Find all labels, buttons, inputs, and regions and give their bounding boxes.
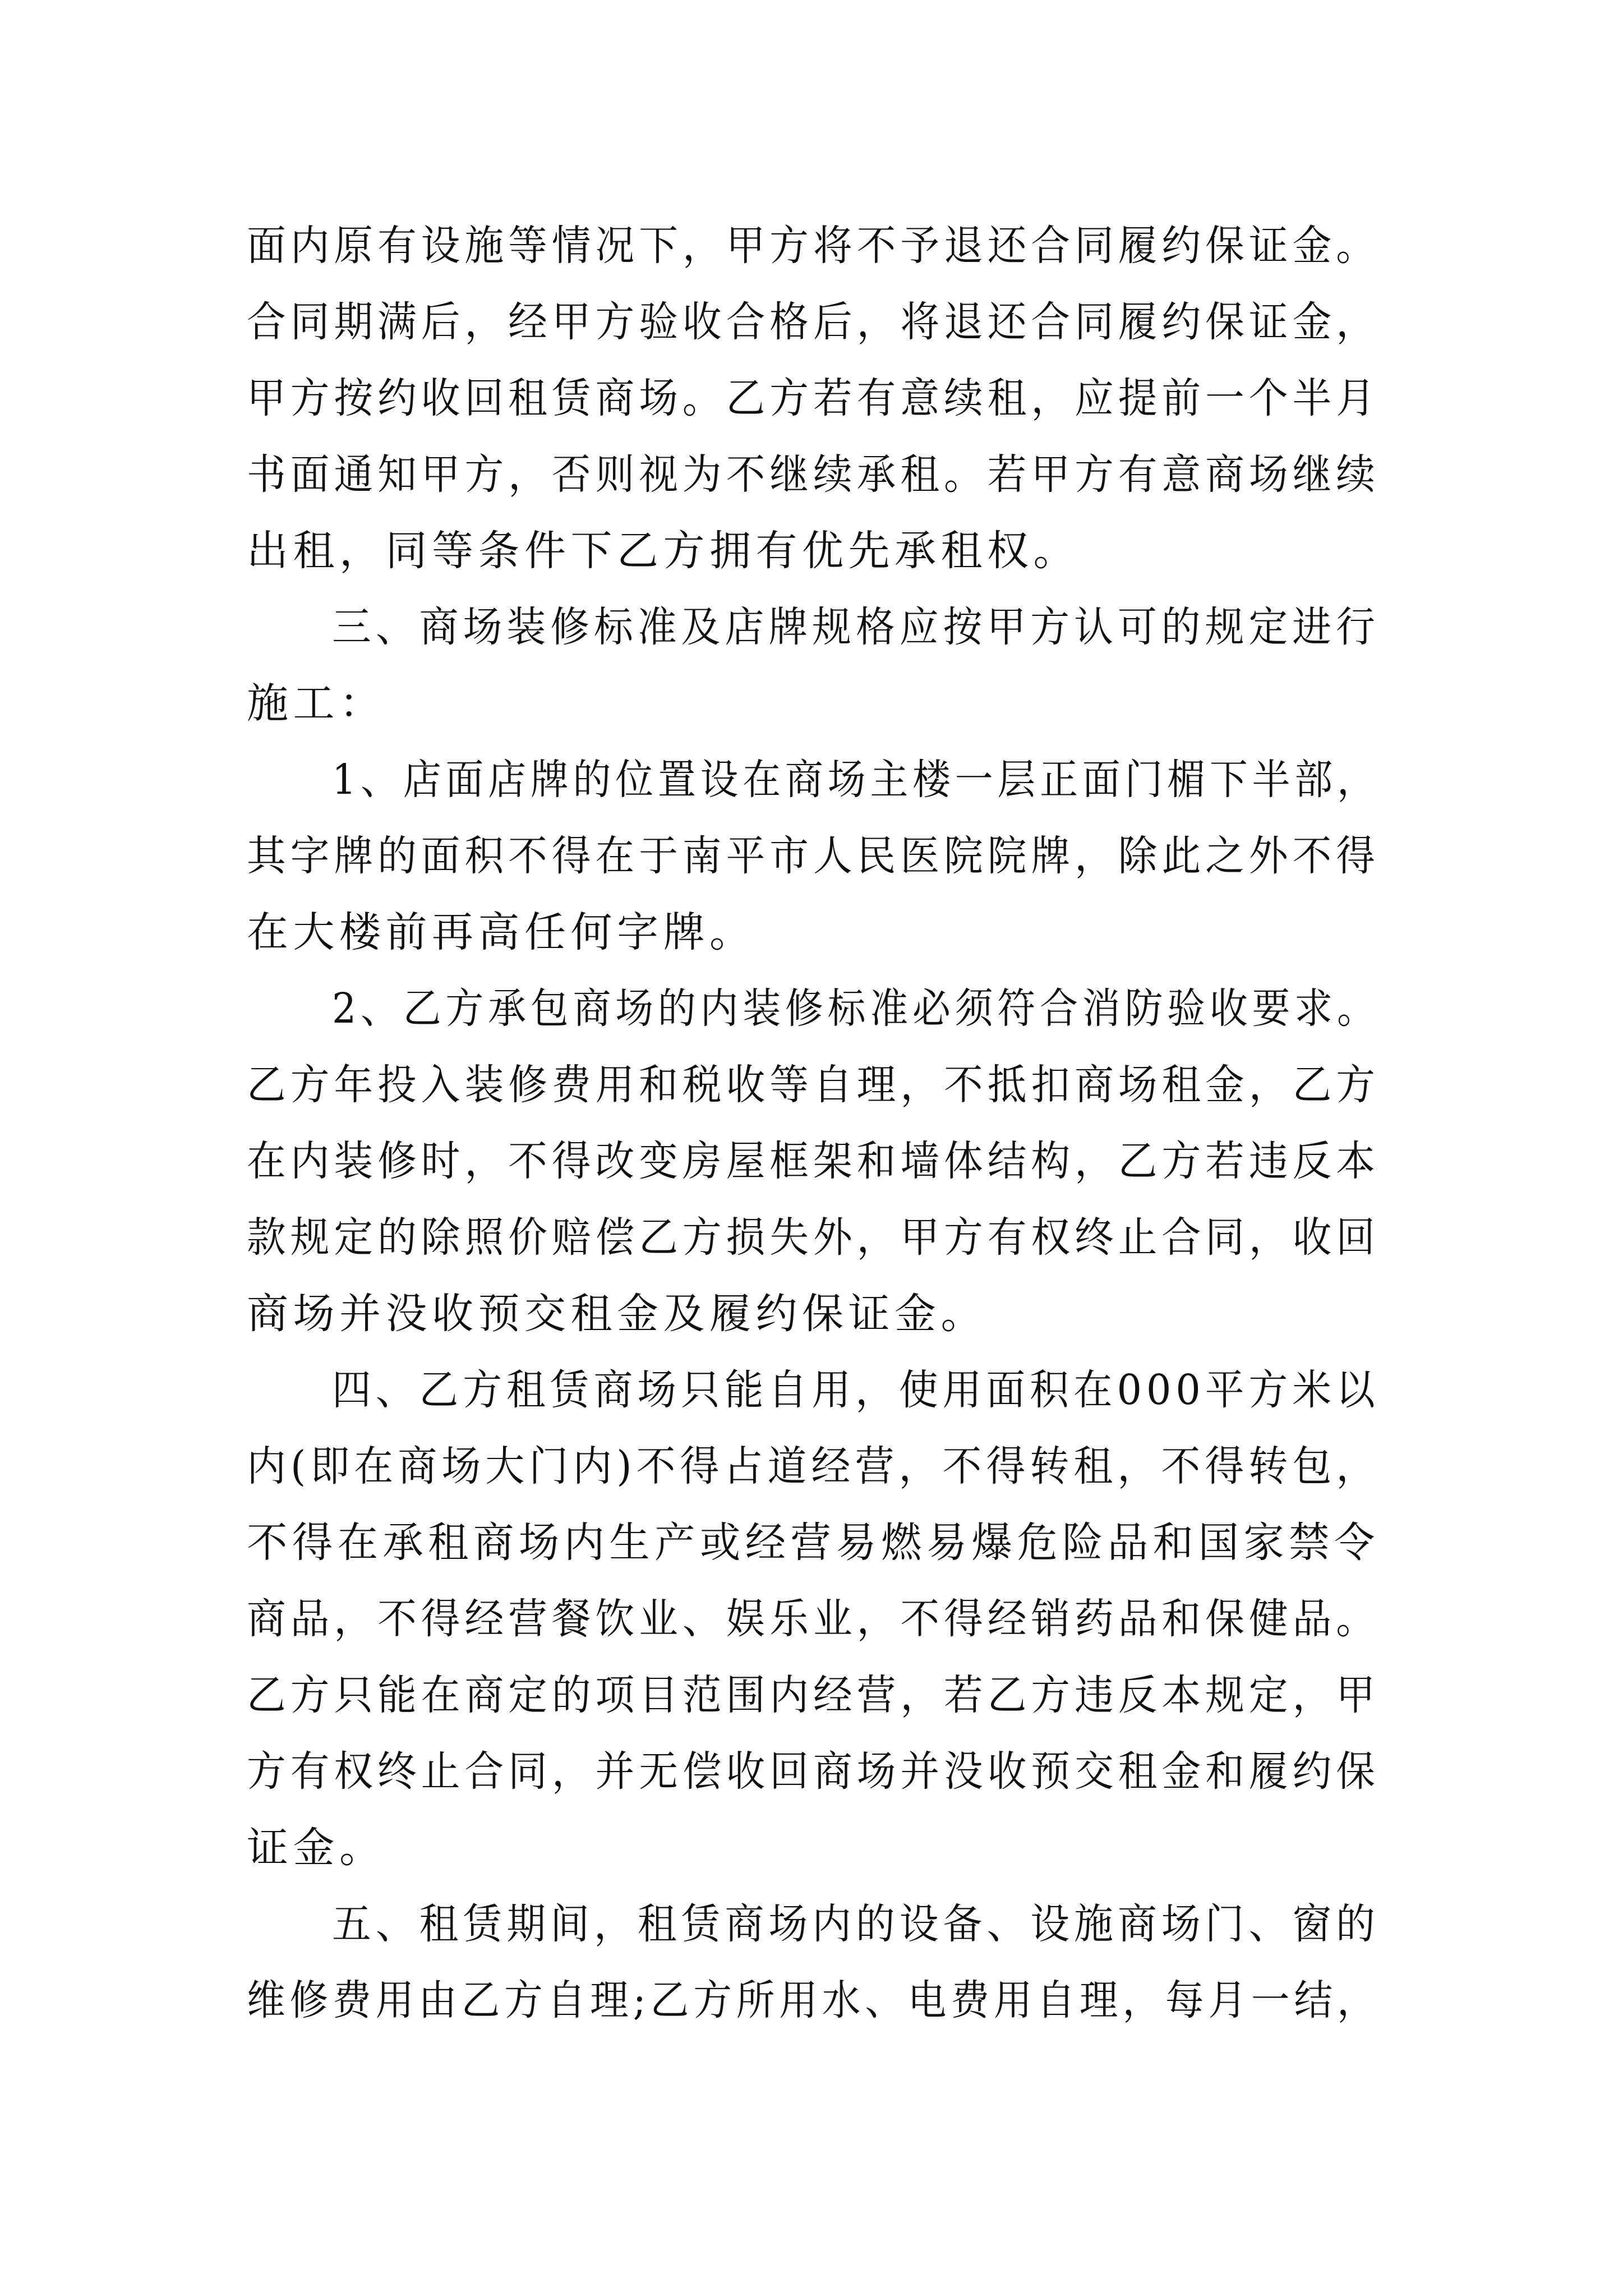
text-line: 不得在承租商场内生产或经营易燃易爆危险品和国家禁令 <box>247 1519 1380 1567</box>
text-line: 甲方按约收回租赁商场。乙方若有意续租，应提前一个半月 <box>247 374 1380 422</box>
text-line: 乙方只能在商定的项目范围内经营，若乙方违反本规定，甲 <box>247 1671 1380 1719</box>
section-heading-5: 五、租赁期间，租赁商场内的设备、设施商场门、窗的 <box>332 1900 1380 1948</box>
text-line: 方有权终止合同，并无偿收回商场并没收预交租金和履约保 <box>247 1747 1380 1796</box>
text-line: 合同期满后，经甲方验收合格后，将退还合同履约保证金， <box>247 298 1380 346</box>
section-heading-3: 三、商场装修标准及店牌规格应按甲方认可的规定进行 <box>332 603 1380 651</box>
text-line: 维修费用由乙方自理;乙方所用水、电费用自理，每月一结， <box>247 1976 1380 2024</box>
text-line: 其字牌的面积不得在于南平市人民医院院牌，除此之外不得 <box>247 832 1380 880</box>
text-line: 在内装修时，不得改变房屋框架和墙体结构，乙方若违反本 <box>247 1137 1380 1185</box>
text-line: 书面通知甲方，否则视为不继续承租。若甲方有意商场继续 <box>247 450 1380 499</box>
text-line: 商品，不得经营餐饮业、娱乐业，不得经销药品和保健品。 <box>247 1595 1380 1643</box>
text-line: 施工： <box>247 679 386 728</box>
text-line: 款规定的除照价赔偿乙方损失外，甲方有权终止合同，收回 <box>247 1213 1380 1262</box>
clause-2: 2、乙方承包商场的内装修标准必须符合消防验收要求。 <box>332 984 1380 1033</box>
text-line: 证金。 <box>247 1824 386 1872</box>
text-line: 乙方年投入装修费用和税收等自理，不抵扣商场租金，乙方 <box>247 1061 1380 1109</box>
text-line: 内(即在商场大门内)不得占道经营，不得转租，不得转包， <box>247 1442 1380 1490</box>
text-line: 出租，同等条件下乙方拥有优先承租权。 <box>247 527 1080 575</box>
text-line: 面内原有设施等情况下，甲方将不予退还合同履约保证金。 <box>247 222 1380 270</box>
section-heading-4: 四、乙方租赁商场只能自用，使用面积在000平方米以 <box>332 1366 1380 1414</box>
text-line: 商场并没收预交租金及履约保证金。 <box>247 1290 987 1338</box>
text-line: 在大楼前再高任何字牌。 <box>247 908 756 956</box>
clause-1: 1、店面店牌的位置设在商场主楼一层正面门楣下半部， <box>332 756 1380 804</box>
